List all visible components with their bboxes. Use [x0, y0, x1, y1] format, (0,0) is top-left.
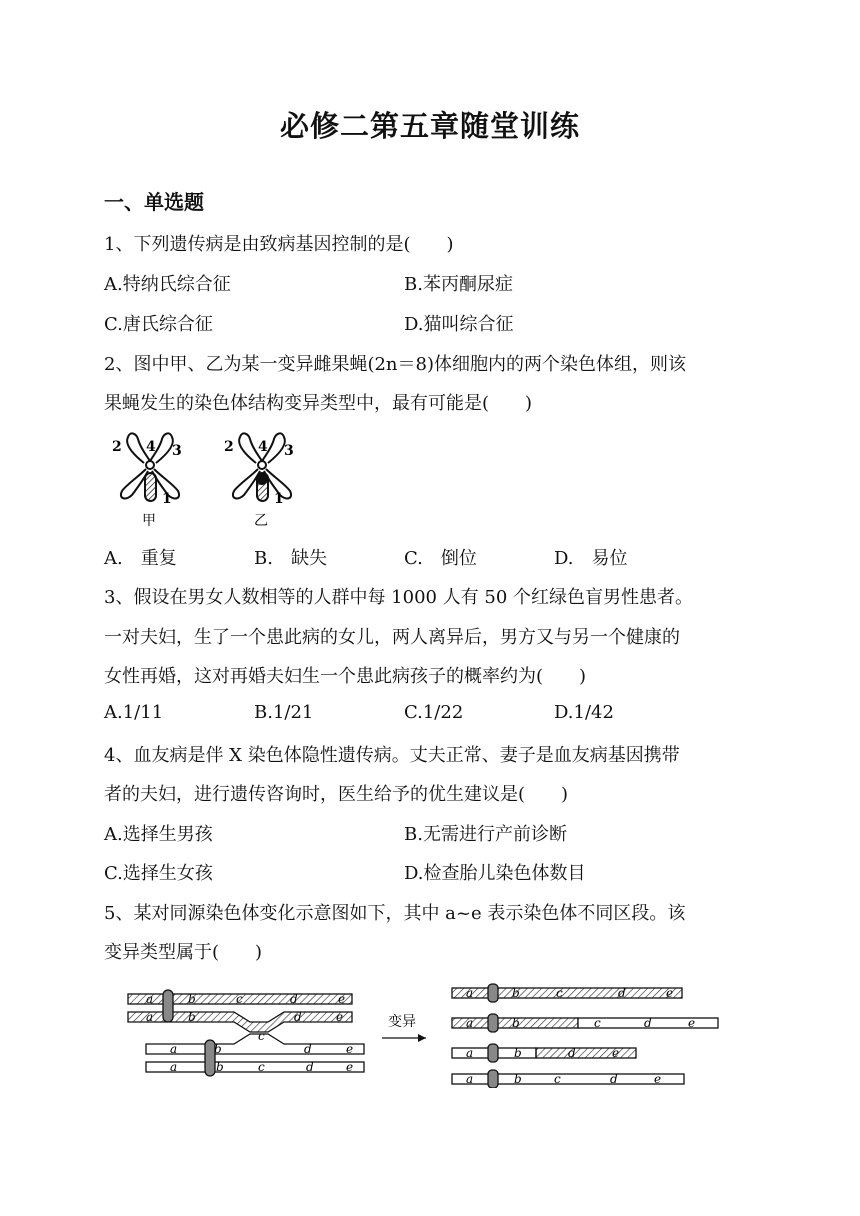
- segment-label: a: [466, 1072, 474, 1086]
- q1-option-c: C.唐氏综合征: [104, 314, 213, 335]
- segment-label: c: [594, 1016, 601, 1030]
- q2-option-c: C. 倒位: [404, 548, 477, 569]
- q4-option-b: B.无需进行产前诊断: [404, 824, 567, 845]
- fig-label: 3: [284, 443, 294, 459]
- segment-label: c: [236, 992, 243, 1006]
- q3-option-b: B.1/21: [254, 702, 314, 723]
- q1-stem: 1、下列遗传病是由致病基因控制的是( ): [104, 234, 454, 255]
- segment-label: e: [346, 1060, 354, 1074]
- fig-label: 2: [112, 439, 122, 455]
- q5-stem-line-1: 5、某对同源染色体变化示意图如下，其中 a~e 表示染色体不同区段。该: [104, 903, 686, 924]
- arrow-head: [418, 1034, 426, 1042]
- segment-label: a: [466, 1046, 474, 1060]
- fig-label: 4: [146, 439, 156, 455]
- q3-option-c: C.1/22: [404, 702, 464, 723]
- q3-option-a: A.1/11: [104, 702, 164, 723]
- segment-label: b: [514, 1072, 522, 1086]
- q5-homologous-chromosome-figure: [120, 978, 740, 1088]
- segment-label: a: [466, 986, 474, 1000]
- segment-label: b: [514, 1046, 522, 1060]
- segment-label: d: [644, 1016, 652, 1030]
- section-heading: 一、单选题: [104, 190, 204, 214]
- segment-label: d: [290, 992, 298, 1006]
- q2-option-d: D. 易位: [554, 548, 628, 569]
- q1-option-d: D.猫叫综合征: [404, 314, 514, 335]
- segment-label: c: [258, 1029, 265, 1043]
- q2-option-a: A. 重复: [104, 548, 177, 569]
- segment-label: e: [336, 1010, 344, 1024]
- fig-label: 2: [224, 439, 234, 455]
- segment-label: d: [568, 1046, 576, 1060]
- segment-label: a: [146, 1010, 154, 1024]
- segment-label: c: [554, 1072, 561, 1086]
- q2-option-b: B. 缺失: [254, 548, 327, 569]
- q1-option-a: A.特纳氏综合征: [104, 274, 231, 295]
- segment-label: c: [258, 1060, 265, 1074]
- q4-option-d: D.检查胎儿染色体数目: [404, 863, 586, 884]
- segment-label: a: [170, 1042, 178, 1056]
- segment-label: d: [610, 1072, 618, 1086]
- q4-stem-line-2: 者的夫妇，进行遗传咨询时，医生给予的优生建议是( ): [104, 784, 569, 805]
- q2-stem-line-2: 果蝇发生的染色体结构变异类型中，最有可能是( ): [104, 393, 533, 414]
- segment-label: b: [216, 1060, 224, 1074]
- segment-label: e: [612, 1046, 620, 1060]
- segment-label: a: [170, 1060, 178, 1074]
- q3-option-d: D.1/42: [554, 702, 614, 723]
- fig-label-yi: 乙: [254, 513, 268, 529]
- segment-label: b: [188, 992, 196, 1006]
- q2-chromosome-figure: [104, 425, 314, 535]
- q5-stem-line-2: 变异类型属于( ): [104, 942, 263, 963]
- fig-label: 4: [258, 439, 268, 455]
- fig-label: 3: [172, 443, 182, 459]
- segment-label: e: [346, 1042, 354, 1056]
- fig-label: 1: [274, 491, 284, 507]
- segment-label: e: [688, 1016, 696, 1030]
- segment-label: b: [188, 1010, 196, 1024]
- fig-label: 1: [162, 491, 172, 507]
- q2-stem-line-1: 2、图中甲、乙为某一变异雌果蝇(2n＝8)体细胞内的两个染色体组，则该: [104, 354, 686, 375]
- segment-label: e: [666, 986, 674, 1000]
- segment-label: d: [294, 1010, 302, 1024]
- q1-option-b: B.苯丙酮尿症: [404, 274, 513, 295]
- q4-option-a: A.选择生男孩: [104, 824, 213, 845]
- segment-label: a: [466, 1016, 474, 1030]
- segment-label: a: [146, 992, 154, 1006]
- segment-label: b: [214, 1042, 222, 1056]
- fig-label-jia: 甲: [142, 513, 156, 529]
- segment-label: e: [338, 992, 346, 1006]
- segment-label: b: [512, 1016, 520, 1030]
- q3-stem-line-3: 女性再婚，这对再婚夫妇生一个患此病孩子的概率约为( ): [104, 666, 587, 687]
- segment-label: d: [304, 1042, 312, 1056]
- segment-label: e: [654, 1072, 662, 1086]
- q4-stem-line-1: 4、血友病是伴 X 染色体隐性遗传病。丈夫正常、妻子是血友病基因携带: [104, 745, 680, 766]
- q3-stem-line-2: 一对夫妇，生了一个患此病的女儿，两人离异后，男方又与另一个健康的: [104, 627, 680, 648]
- segment-label: b: [512, 986, 520, 1000]
- q4-option-c: C.选择生女孩: [104, 863, 213, 884]
- arrow-label: 变异: [388, 1014, 416, 1030]
- segment-label: c: [556, 986, 563, 1000]
- q3-stem-line-1: 3、假设在男女人数相等的人群中每 1000 人有 50 个红绿色盲男性患者。: [104, 587, 694, 608]
- segment-label: d: [306, 1060, 314, 1074]
- page-title: 必修二第五章随堂训练: [279, 109, 580, 143]
- segment-label: d: [618, 986, 626, 1000]
